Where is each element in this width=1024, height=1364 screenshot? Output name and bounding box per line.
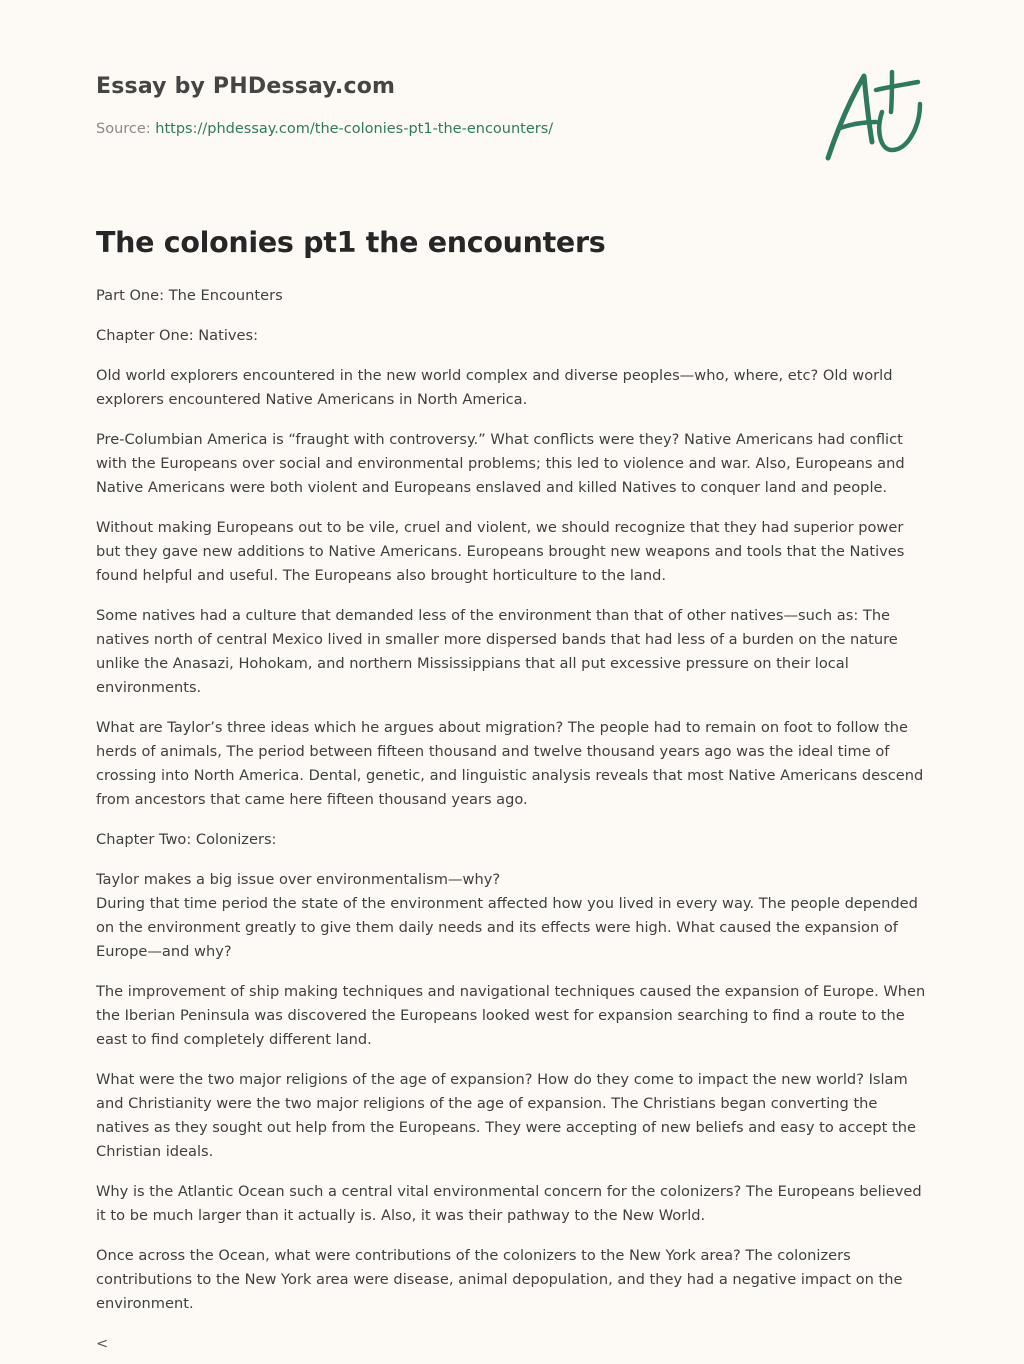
paragraph: The improvement of ship making techniques and navigational techniques caused the expansion of Europe. When the Iberian Peninsula was discovered the Europeans looked west for expansion searching to find a route to the east to find completely different land. <box>96 983 926 1048</box>
paragraph: What are Taylor’s three ideas which he argues about migration? The people had to remain on foot to follow the herds of animals, The period between fifteen thousand and twelve thousand years ago was the ideal time of crossing into North America. Dental, genetic, and linguistic analysis reveals that most Native Americans descend from ancestors that came here fifteen thousand years ago. <box>96 719 924 808</box>
paragraph: Without making Europeans out to be vile, cruel and violent, we should recognize that they had superior power but they gave new additions to Native Americans. Europeans brought new weapons and tools that the Natives found helpful and useful. The Europeans also brought horticulture to the land. <box>96 519 905 584</box>
page-header <box>96 74 553 137</box>
paragraph: Old world explorers encountered in the new world complex and diverse peoples—who, where, etc? Old world explorers encountered Native Americans in North America. <box>96 367 893 408</box>
paragraph: Pre-Columbian America is “fraught with controversy.” What conflicts were they? Native Americans had conflict with the Europeans over social and environmental problems; this led to violence and war. Also, Europeans and Native Americans were both violent and Europeans enslaved and killed Natives to conquer land and people. <box>96 431 905 496</box>
paragraph: Some natives had a culture that demanded less of the environment than that of other natives—such as: The natives north of central Mexico lived in smaller more dispersed bands that had less of a burden on the nature unlike the Anasazi, Hohokam, and northern Mississippians that all put excessive pressure on their local environments. <box>96 607 898 696</box>
article-body <box>96 284 932 1356</box>
source-label: Source: <box>96 121 156 137</box>
source-link[interactable]: https://phdessay.com/the-colonies-pt1-the-encounters/ <box>155 121 554 137</box>
prev-page-link[interactable]: < <box>96 1335 109 1352</box>
source-line <box>96 121 553 137</box>
article-title: The colonies pt1 the encounters <box>96 226 606 259</box>
brand-title: Essay by PHDessay.com <box>96 74 396 99</box>
paragraph: Chapter Two: Colonizers: <box>96 831 277 848</box>
paragraph: Taylor makes a big issue over environmentalism—why? During that time period the state of the environment affected how you lived in every way. The people depended on the environment greatly to give them daily needs and its effects were high. What caused the expansion of Europe—and why? <box>96 871 918 960</box>
paragraph: Why is the Atlantic Ocean such a central vital environmental concern for the colonizers? The Europeans believed it to be much larger than it actually is. Also, it was their pathway to the New World. <box>96 1183 922 1224</box>
paragraph: Part One: The Encounters <box>96 287 283 304</box>
paragraph: What were the two major religions of the age of expansion? How do they come to impact the new world? Islam and Christianity were the two major religions of the age of expansion. The Christians began converting the natives as they sought out help from the Europeans. They were accepting of new beliefs and easy to accept the Christian ideals. <box>96 1071 916 1160</box>
paragraph: Once across the Ocean, what were contributions of the colonizers to the New York area? The colonizers contributions to the New York area were disease, animal depopulation, and they had a negative impact on the environment. <box>96 1247 903 1312</box>
paragraph: Chapter One: Natives: <box>96 327 259 344</box>
a-plus-logo-icon <box>818 66 928 166</box>
